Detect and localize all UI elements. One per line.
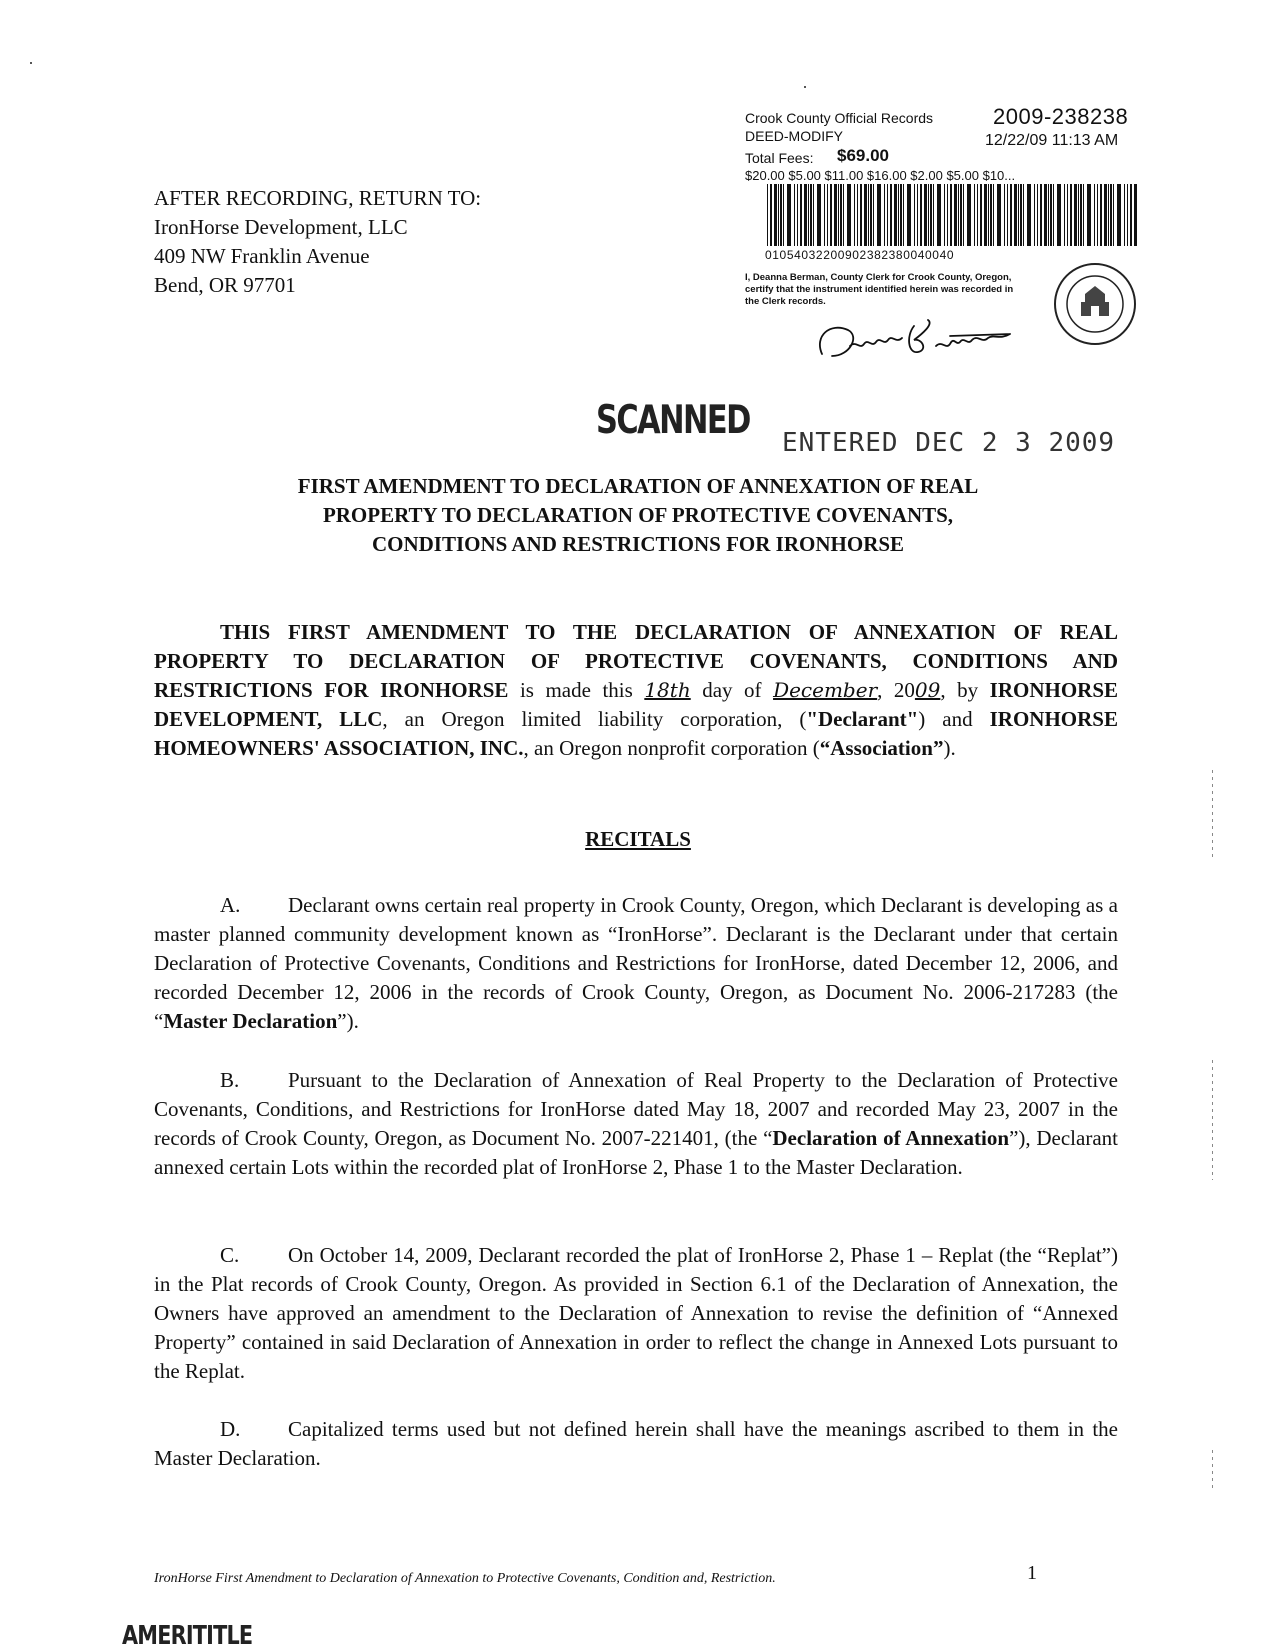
entered-date-stamp: ENTERED DEC 2 3 2009	[782, 428, 1116, 458]
barcode-bar	[1080, 184, 1082, 246]
declarant-desc: , an Oregon limited liability corporation, (	[382, 707, 807, 731]
recital-text-after: ”).	[337, 1009, 359, 1033]
handwritten-day: 18th	[644, 678, 691, 702]
scan-edge-mark	[1212, 770, 1213, 860]
declarant-name: IRONHORSE DEVELOPMENT, LLC	[154, 678, 1118, 731]
barcode-bar	[960, 184, 962, 246]
barcode-bar	[808, 184, 809, 246]
return-address-block	[154, 184, 481, 300]
barcode-bar	[894, 184, 897, 246]
footer-text: IronHorse First Amendment to Declaration of Annexation to Protective Covenants, Condition and, Restriction.	[154, 1571, 776, 1586]
barcode-bar	[877, 184, 881, 246]
recital-bold-term: Master Declaration	[163, 1009, 338, 1033]
recital-c	[154, 1241, 1118, 1386]
document-type: DEED-MODIFY	[745, 128, 843, 144]
document-number: 2009-238238	[993, 104, 1129, 129]
barcode-bar	[868, 184, 869, 246]
ameritile-stamp: AMERITITLE	[122, 1621, 253, 1651]
barcode-bar	[824, 184, 825, 246]
barcode-bar	[1104, 184, 1107, 246]
barcode-bar	[854, 184, 855, 246]
intro-and: ) and	[918, 707, 990, 731]
barcode-bar	[1018, 184, 1019, 246]
barcode-bar	[1134, 184, 1137, 246]
barcode-bar	[1037, 184, 1038, 246]
association-term: “Association”	[819, 736, 944, 760]
recital-d	[154, 1415, 1118, 1473]
recital-text: Capitalized terms used but not defined herein shall have the meanings ascribed to them in the Master Declaration.	[154, 1417, 1118, 1470]
recital-text: Pursuant to the Declaration of Annexation of Real Property to the Declaration of Protective Covenants, Conditions, and Restrictions for IronHorse dated May 18, 2007 and recorded May 23, 2007 in the records of Crook County, Oregon, as Document No. 2007-221401, (the “	[154, 1068, 1118, 1150]
recital-text: On October 14, 2009, Declarant recorded the plat of IronHorse 2, Phase 1 – Replat (the “Replat”) in the Plat records of Crook County, Oregon. As provided in Section 6.1 of the Declaration of Annexation, the Owners have approved an amendment to the Declaration of Annexation to revise the definition of “Annexed Property” contained in said Declaration of Annexation in order to reflect the change in Annexed Lots pursuant to the Replat.	[154, 1243, 1118, 1383]
barcode-bar	[860, 184, 862, 246]
barcode-bar	[1067, 184, 1068, 246]
fee-items: $20.00 $5.00 $11.00 $16.00 $2.00 $5.00 $10...	[745, 168, 1016, 183]
title-line-1: FIRST AMENDMENT TO DECLARATION OF ANNEXATION OF REAL	[297, 474, 979, 498]
title-line-2: PROPERTY TO DECLARATION OF PROTECTIVE COVENANTS,	[322, 503, 954, 527]
barcode-bar	[1023, 184, 1024, 246]
document-title	[150, 472, 1126, 559]
barcode-bar	[1130, 184, 1132, 246]
barcode-bar	[950, 184, 952, 246]
barcode-bar	[1007, 184, 1008, 246]
barcode-bar	[1040, 184, 1042, 246]
barcode-bar	[1070, 184, 1072, 246]
barcode-bar	[887, 184, 888, 246]
barcode-bar	[924, 184, 927, 246]
barcode-number: 01054032200902382380040040	[765, 248, 955, 262]
total-fees-amount: $69.00	[837, 146, 889, 165]
intro-by: , by	[940, 678, 990, 702]
barcode-bar	[838, 184, 839, 246]
scan-speck	[30, 62, 32, 64]
barcode-bar	[944, 184, 945, 246]
recital-bold-term: Declaration of Annexation	[772, 1126, 1010, 1150]
return-heading: AFTER RECORDING, RETURN TO:	[154, 186, 482, 210]
total-fees-label: Total Fees:	[745, 150, 814, 166]
scanned-stamp: SCANNED	[596, 398, 750, 443]
barcode-bar	[843, 184, 844, 246]
barcode-bar	[840, 184, 842, 246]
barcode-bar	[930, 184, 932, 246]
barcode-bar	[1127, 184, 1128, 246]
recital-label: B.	[220, 1068, 240, 1092]
barcode-bar	[907, 184, 911, 246]
return-line-1: IronHorse Development, LLC	[154, 215, 408, 239]
barcode-bar	[984, 184, 987, 246]
recital-b	[154, 1066, 1118, 1182]
barcode-bar	[928, 184, 929, 246]
barcode-bar	[857, 184, 858, 246]
barcode-bar	[1108, 184, 1109, 246]
return-line-3: Bend, OR 97701	[154, 273, 296, 297]
barcode-bar	[1074, 184, 1077, 246]
barcode-bar	[847, 184, 851, 246]
barcode-bar	[1004, 184, 1005, 246]
barcode-bar	[974, 184, 975, 246]
barcode-bar	[1048, 184, 1049, 246]
barcode-bar	[890, 184, 892, 246]
barcode-bar	[797, 184, 798, 246]
recital-a	[154, 891, 1118, 1036]
barcode-bar	[1050, 184, 1052, 246]
barcode-bar	[1124, 184, 1125, 246]
barcode-bar	[884, 184, 885, 246]
intro-day-of: day of	[690, 678, 774, 702]
page-number: 1	[1027, 1562, 1037, 1584]
barcode-bar	[774, 184, 777, 246]
barcode-bar	[1083, 184, 1084, 246]
association-name: IRONHORSE HOMEOWNERS' ASSOCIATION, INC.	[154, 707, 1118, 760]
barcode-bar	[980, 184, 982, 246]
barcode-bar	[1027, 184, 1031, 246]
barcode-bar	[794, 184, 795, 246]
declarant-term: "Declarant"	[806, 707, 919, 731]
barcode-bar	[810, 184, 812, 246]
county-seal-icon	[1053, 262, 1137, 346]
barcode-bar	[1014, 184, 1017, 246]
barcode-bar	[830, 184, 832, 246]
barcode-bar	[914, 184, 915, 246]
barcode-bar	[1094, 184, 1095, 246]
barcode-bar	[1044, 184, 1047, 246]
barcode-bar	[937, 184, 941, 246]
barcode-bar	[958, 184, 959, 246]
barcode-bar	[1110, 184, 1112, 246]
barcode-bar	[977, 184, 978, 246]
barcode-bar	[1100, 184, 1102, 246]
intro-closing: ).	[943, 736, 956, 760]
barcode-bar	[933, 184, 934, 246]
barcode-bar	[1034, 184, 1035, 246]
barcode-bar	[827, 184, 828, 246]
handwritten-month: December	[773, 678, 878, 702]
title-line-3: CONDITIONS AND RESTRICTIONS FOR IRONHORSE	[371, 532, 905, 556]
barcode-bar	[1053, 184, 1054, 246]
barcode-bar	[1020, 184, 1022, 246]
barcode-bar	[834, 184, 837, 246]
barcode-bar	[770, 184, 772, 246]
barcode-bar	[988, 184, 989, 246]
recital-label: D.	[220, 1417, 241, 1441]
intro-year-prefix: , 20	[877, 678, 915, 702]
barcode-bar	[990, 184, 992, 246]
barcode-bar	[997, 184, 1001, 246]
clerk-signature	[810, 316, 1040, 366]
barcode-bar	[1117, 184, 1121, 246]
barcode-bar	[1078, 184, 1079, 246]
recital-label: C.	[220, 1243, 240, 1267]
barcode-bar	[1057, 184, 1061, 246]
barcode-bar	[954, 184, 957, 246]
barcode-bar	[1010, 184, 1012, 246]
recital-text-after: ”), Declarant annexed certain Lots within the recorded plat of IronHorse 2, Phase 1 to the Master Declaration.	[154, 1126, 1118, 1179]
barcode-bar	[778, 184, 779, 246]
scan-edge-mark	[1212, 1060, 1213, 1180]
barcode-bar	[864, 184, 867, 246]
barcode-bar	[873, 184, 874, 246]
recital-text: Declarant owns certain real property in Crook County, Oregon, which Declarant is developing as a master planned community development known as “IronHorse”. Declarant is the Declarant under that certain Declaration of Protective Covenants, Conditions and Restrictions for IronHorse, dated December 12, 2006, and recorded December 12, 2006 in the records of Crook County, Oregon, as Document No. 2006-217283 (the “	[154, 893, 1118, 1033]
barcode-bar	[967, 184, 971, 246]
barcode-bar	[920, 184, 922, 246]
barcode-bar	[993, 184, 994, 246]
recording-date-time: 12/22/09 11:13 AM	[985, 132, 1119, 149]
barcode-bar	[903, 184, 904, 246]
stamp-office: Crook County Official Records	[745, 110, 934, 126]
barcode-bar	[963, 184, 964, 246]
barcode-bar	[900, 184, 902, 246]
barcode-graphic	[765, 184, 1140, 246]
barcode-bar	[917, 184, 918, 246]
barcode-bar	[1087, 184, 1091, 246]
scan-edge-mark	[1212, 1450, 1213, 1490]
barcode-bar	[817, 184, 821, 246]
barcode-bar	[870, 184, 872, 246]
barcode-bar	[1097, 184, 1098, 246]
barcode-bar	[1064, 184, 1065, 246]
return-line-2: 409 NW Franklin Avenue	[154, 244, 370, 268]
recital-label: A.	[220, 893, 241, 917]
intro-bold-lead: THIS FIRST AMENDMENT TO THE DECLARATION OF ANNEXATION OF REAL PROPERTY TO DECLARATION OF PROTECTIVE COVENANTS, CONDITIONS AND RESTRICTIONS FOR IRONHORSE	[154, 620, 1118, 702]
recitals-heading: RECITALS	[585, 827, 691, 851]
barcode-bar	[813, 184, 814, 246]
intro-paragraph	[154, 618, 1118, 763]
barcode-bar	[767, 184, 768, 246]
barcode-bar	[898, 184, 899, 246]
clerk-certification: I, Deanna Berman, County Clerk for Crook County, Oregon, certify that the instrument identified herein was recorded in the Clerk records.	[745, 272, 1014, 307]
barcode-bar	[800, 184, 802, 246]
barcode-bar	[804, 184, 807, 246]
barcode-bar	[947, 184, 948, 246]
association-desc: , an Oregon nonprofit corporation (	[523, 736, 820, 760]
barcode-bar	[787, 184, 791, 246]
intro-made-this: is made this	[508, 678, 645, 702]
scan-speck	[804, 86, 806, 88]
barcode-bar	[780, 184, 782, 246]
barcode-bar	[783, 184, 784, 246]
barcode-bar	[1113, 184, 1114, 246]
handwritten-year: 09	[914, 678, 941, 702]
